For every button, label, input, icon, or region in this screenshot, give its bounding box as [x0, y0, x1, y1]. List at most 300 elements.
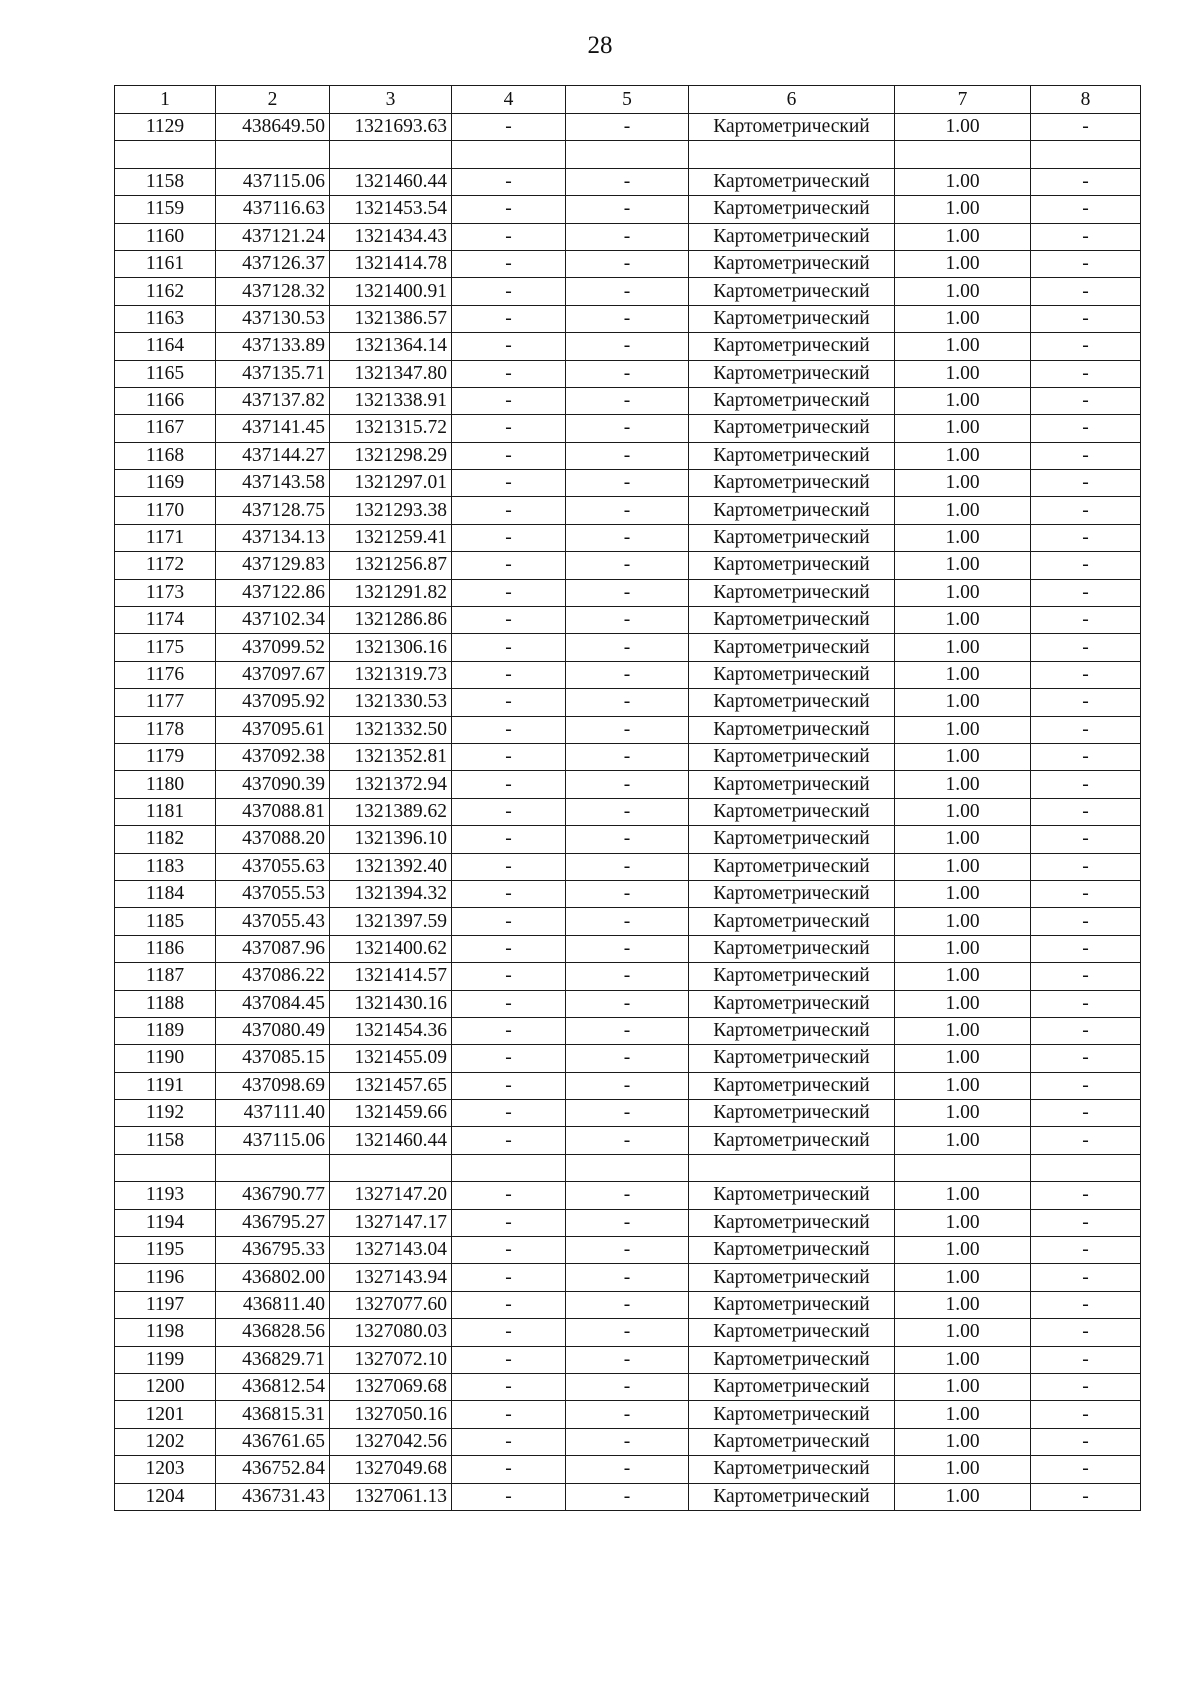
x-coordinate-cell: 437115.06 — [216, 168, 330, 195]
accuracy-cell: 1.00 — [895, 470, 1031, 497]
column-4-cell: - — [452, 908, 566, 935]
column-5-cell — [566, 141, 689, 168]
table-row — [115, 607, 1141, 634]
column-4-cell: - — [452, 305, 566, 332]
column-5-cell: - — [566, 114, 689, 141]
column-8-cell: - — [1031, 716, 1141, 743]
y-coordinate-cell: 1321386.57 — [330, 305, 452, 332]
column-4-cell — [452, 141, 566, 168]
column-4-cell: - — [452, 880, 566, 907]
x-coordinate-cell: 438649.50 — [216, 114, 330, 141]
method-cell: Картометрический — [689, 1428, 895, 1455]
column-5-cell: - — [566, 771, 689, 798]
table-row — [115, 1017, 1141, 1044]
column-8-cell: - — [1031, 1483, 1141, 1510]
column-8-cell: - — [1031, 223, 1141, 250]
point-number-cell: 1174 — [115, 607, 216, 634]
column-8-cell: - — [1031, 1017, 1141, 1044]
column-5-cell: - — [566, 963, 689, 990]
table-row — [115, 250, 1141, 277]
table-row — [115, 579, 1141, 606]
accuracy-cell: 1.00 — [895, 1237, 1031, 1264]
method-cell: Картометрический — [689, 250, 895, 277]
y-coordinate-cell: 1321693.63 — [330, 114, 452, 141]
x-coordinate-cell — [216, 141, 330, 168]
x-coordinate-cell: 437088.81 — [216, 798, 330, 825]
x-coordinate-cell: 436795.33 — [216, 1237, 330, 1264]
table-row — [115, 1237, 1141, 1264]
accuracy-cell: 1.00 — [895, 497, 1031, 524]
y-coordinate-cell: 1321454.36 — [330, 1017, 452, 1044]
point-number-cell: 1175 — [115, 634, 216, 661]
x-coordinate-cell: 437085.15 — [216, 1045, 330, 1072]
column-4-cell: - — [452, 168, 566, 195]
table-row — [115, 470, 1141, 497]
column-4-cell: - — [452, 607, 566, 634]
column-4-cell: - — [452, 743, 566, 770]
accuracy-cell: 1.00 — [895, 552, 1031, 579]
accuracy-cell: 1.00 — [895, 1483, 1031, 1510]
column-5-cell: - — [566, 634, 689, 661]
column-8-cell: - — [1031, 387, 1141, 414]
point-number-cell — [115, 141, 216, 168]
method-cell: Картометрический — [689, 1456, 895, 1483]
column-5-cell: - — [566, 196, 689, 223]
column-4-cell: - — [452, 387, 566, 414]
point-number-cell: 1190 — [115, 1045, 216, 1072]
x-coordinate-cell: 437137.82 — [216, 387, 330, 414]
table-row — [115, 442, 1141, 469]
y-coordinate-cell: 1321460.44 — [330, 168, 452, 195]
accuracy-cell: 1.00 — [895, 990, 1031, 1017]
x-coordinate-cell: 437092.38 — [216, 743, 330, 770]
column-5-cell: - — [566, 250, 689, 277]
table-row — [115, 908, 1141, 935]
method-cell: Картометрический — [689, 387, 895, 414]
y-coordinate-cell: 1327049.68 — [330, 1456, 452, 1483]
column-5-cell: - — [566, 1100, 689, 1127]
column-8-cell: - — [1031, 1319, 1141, 1346]
column-5-cell: - — [566, 1127, 689, 1154]
column-4-cell: - — [452, 497, 566, 524]
coordinates-table — [114, 85, 1141, 1511]
point-number-cell: 1199 — [115, 1346, 216, 1373]
accuracy-cell: 1.00 — [895, 250, 1031, 277]
point-number-cell: 1181 — [115, 798, 216, 825]
column-5-cell: - — [566, 497, 689, 524]
point-number-cell: 1183 — [115, 853, 216, 880]
x-coordinate-cell — [216, 1154, 330, 1181]
column-8-cell: - — [1031, 935, 1141, 962]
point-number-cell: 1184 — [115, 880, 216, 907]
column-header: 7 — [895, 86, 1031, 114]
column-8-cell: - — [1031, 771, 1141, 798]
column-4-cell: - — [452, 1483, 566, 1510]
method-cell: Картометрический — [689, 278, 895, 305]
column-5-cell: - — [566, 278, 689, 305]
y-coordinate-cell: 1321414.57 — [330, 963, 452, 990]
table-row — [115, 771, 1141, 798]
table-row — [115, 689, 1141, 716]
column-4-cell: - — [452, 1264, 566, 1291]
table-row — [115, 497, 1141, 524]
column-4-cell: - — [452, 1456, 566, 1483]
column-8-cell: - — [1031, 278, 1141, 305]
accuracy-cell: 1.00 — [895, 1072, 1031, 1099]
x-coordinate-cell: 437141.45 — [216, 415, 330, 442]
column-5-cell: - — [566, 743, 689, 770]
table-row — [115, 278, 1141, 305]
column-8-cell: - — [1031, 1291, 1141, 1318]
column-4-cell: - — [452, 826, 566, 853]
column-5-cell: - — [566, 333, 689, 360]
accuracy-cell: 1.00 — [895, 1291, 1031, 1318]
y-coordinate-cell — [330, 141, 452, 168]
table-row — [115, 935, 1141, 962]
table-row — [115, 168, 1141, 195]
column-5-cell: - — [566, 524, 689, 551]
accuracy-cell: 1.00 — [895, 880, 1031, 907]
x-coordinate-cell: 437121.24 — [216, 223, 330, 250]
column-5-cell: - — [566, 689, 689, 716]
point-number-cell: 1161 — [115, 250, 216, 277]
column-5-cell: - — [566, 1072, 689, 1099]
x-coordinate-cell: 437129.83 — [216, 552, 330, 579]
column-8-cell: - — [1031, 880, 1141, 907]
x-coordinate-cell: 437144.27 — [216, 442, 330, 469]
column-5-cell: - — [566, 1401, 689, 1428]
method-cell: Картометрический — [689, 798, 895, 825]
column-5-cell: - — [566, 1373, 689, 1400]
table-row — [115, 1319, 1141, 1346]
method-cell: Картометрический — [689, 716, 895, 743]
method-cell: Картометрический — [689, 826, 895, 853]
x-coordinate-cell: 436761.65 — [216, 1428, 330, 1455]
accuracy-cell: 1.00 — [895, 1017, 1031, 1044]
column-8-cell: - — [1031, 250, 1141, 277]
method-cell: Картометрический — [689, 661, 895, 688]
accuracy-cell: 1.00 — [895, 1045, 1031, 1072]
x-coordinate-cell: 437055.63 — [216, 853, 330, 880]
method-cell — [689, 141, 895, 168]
table-row — [115, 1182, 1141, 1209]
table-row — [115, 716, 1141, 743]
y-coordinate-cell: 1321434.43 — [330, 223, 452, 250]
x-coordinate-cell: 437090.39 — [216, 771, 330, 798]
point-number-cell: 1186 — [115, 935, 216, 962]
y-coordinate-cell: 1321293.38 — [330, 497, 452, 524]
x-coordinate-cell: 437088.20 — [216, 826, 330, 853]
point-number-cell: 1170 — [115, 497, 216, 524]
column-8-cell: - — [1031, 497, 1141, 524]
y-coordinate-cell: 1321306.16 — [330, 634, 452, 661]
y-coordinate-cell: 1327072.10 — [330, 1346, 452, 1373]
column-5-cell: - — [566, 1346, 689, 1373]
accuracy-cell: 1.00 — [895, 1346, 1031, 1373]
y-coordinate-cell: 1321352.81 — [330, 743, 452, 770]
column-5-cell: - — [566, 1483, 689, 1510]
point-number-cell: 1194 — [115, 1209, 216, 1236]
point-number-cell: 1202 — [115, 1428, 216, 1455]
column-4-cell: - — [452, 1373, 566, 1400]
method-cell: Картометрический — [689, 524, 895, 551]
accuracy-cell: 1.00 — [895, 716, 1031, 743]
table-separator-row — [115, 1154, 1141, 1181]
table-row — [115, 223, 1141, 250]
y-coordinate-cell: 1321259.41 — [330, 524, 452, 551]
column-4-cell: - — [452, 963, 566, 990]
column-8-cell: - — [1031, 1072, 1141, 1099]
point-number-cell: 1158 — [115, 168, 216, 195]
column-5-cell: - — [566, 442, 689, 469]
column-8-cell: - — [1031, 908, 1141, 935]
column-8-cell — [1031, 141, 1141, 168]
table-row — [115, 1072, 1141, 1099]
column-5-cell: - — [566, 579, 689, 606]
point-number-cell: 1188 — [115, 990, 216, 1017]
accuracy-cell: 1.00 — [895, 415, 1031, 442]
column-8-cell: - — [1031, 607, 1141, 634]
column-4-cell: - — [452, 223, 566, 250]
accuracy-cell: 1.00 — [895, 826, 1031, 853]
column-header: 2 — [216, 86, 330, 114]
column-8-cell: - — [1031, 798, 1141, 825]
method-cell: Картометрический — [689, 442, 895, 469]
x-coordinate-cell: 437080.49 — [216, 1017, 330, 1044]
table-row — [115, 360, 1141, 387]
x-coordinate-cell: 436752.84 — [216, 1456, 330, 1483]
column-8-cell: - — [1031, 1428, 1141, 1455]
column-header: 4 — [452, 86, 566, 114]
method-cell: Картометрический — [689, 1264, 895, 1291]
method-cell: Картометрический — [689, 1291, 895, 1318]
column-8-cell: - — [1031, 552, 1141, 579]
method-cell: Картометрический — [689, 552, 895, 579]
x-coordinate-cell: 437111.40 — [216, 1100, 330, 1127]
column-5-cell: - — [566, 360, 689, 387]
x-coordinate-cell: 437097.67 — [216, 661, 330, 688]
x-coordinate-cell: 437115.06 — [216, 1127, 330, 1154]
table-row — [115, 1373, 1141, 1400]
accuracy-cell: 1.00 — [895, 689, 1031, 716]
page-number: 28 — [587, 32, 613, 59]
accuracy-cell: 1.00 — [895, 1264, 1031, 1291]
accuracy-cell: 1.00 — [895, 278, 1031, 305]
column-5-cell: - — [566, 387, 689, 414]
method-cell: Картометрический — [689, 1209, 895, 1236]
column-8-cell: - — [1031, 196, 1141, 223]
column-5-cell: - — [566, 1428, 689, 1455]
y-coordinate-cell: 1327069.68 — [330, 1373, 452, 1400]
column-4-cell: - — [452, 470, 566, 497]
method-cell: Картометрический — [689, 1100, 895, 1127]
column-5-cell: - — [566, 1319, 689, 1346]
table-header-row — [115, 86, 1141, 114]
column-5-cell: - — [566, 990, 689, 1017]
column-4-cell: - — [452, 524, 566, 551]
table-row — [115, 1291, 1141, 1318]
y-coordinate-cell: 1321400.91 — [330, 278, 452, 305]
column-8-cell: - — [1031, 1237, 1141, 1264]
column-8-cell: - — [1031, 1182, 1141, 1209]
accuracy-cell: 1.00 — [895, 935, 1031, 962]
accuracy-cell: 1.00 — [895, 1401, 1031, 1428]
column-4-cell: - — [452, 689, 566, 716]
column-8-cell: - — [1031, 826, 1141, 853]
column-8-cell: - — [1031, 1127, 1141, 1154]
method-cell: Картометрический — [689, 333, 895, 360]
column-4-cell: - — [452, 990, 566, 1017]
column-5-cell: - — [566, 853, 689, 880]
accuracy-cell: 1.00 — [895, 223, 1031, 250]
accuracy-cell: 1.00 — [895, 333, 1031, 360]
method-cell: Картометрический — [689, 1319, 895, 1346]
method-cell: Картометрический — [689, 853, 895, 880]
accuracy-cell: 1.00 — [895, 1100, 1031, 1127]
y-coordinate-cell: 1327147.20 — [330, 1182, 452, 1209]
method-cell: Картометрический — [689, 223, 895, 250]
column-4-cell: - — [452, 634, 566, 661]
table-row — [115, 826, 1141, 853]
column-4-cell: - — [452, 442, 566, 469]
column-8-cell: - — [1031, 1045, 1141, 1072]
accuracy-cell: 1.00 — [895, 442, 1031, 469]
x-coordinate-cell: 437095.92 — [216, 689, 330, 716]
y-coordinate-cell: 1321319.73 — [330, 661, 452, 688]
table-row — [115, 661, 1141, 688]
column-4-cell: - — [452, 1237, 566, 1264]
y-coordinate-cell: 1321286.86 — [330, 607, 452, 634]
column-5-cell: - — [566, 1456, 689, 1483]
accuracy-cell: 1.00 — [895, 387, 1031, 414]
y-coordinate-cell: 1321460.44 — [330, 1127, 452, 1154]
method-cell: Картометрический — [689, 963, 895, 990]
accuracy-cell: 1.00 — [895, 114, 1031, 141]
column-8-cell: - — [1031, 1401, 1141, 1428]
column-4-cell: - — [452, 1045, 566, 1072]
y-coordinate-cell: 1321256.87 — [330, 552, 452, 579]
method-cell: Картометрический — [689, 114, 895, 141]
table-row — [115, 552, 1141, 579]
y-coordinate-cell: 1327080.03 — [330, 1319, 452, 1346]
column-header: 6 — [689, 86, 895, 114]
point-number-cell: 1164 — [115, 333, 216, 360]
column-4-cell: - — [452, 798, 566, 825]
column-4-cell: - — [452, 579, 566, 606]
accuracy-cell: 1.00 — [895, 1373, 1031, 1400]
method-cell: Картометрический — [689, 360, 895, 387]
method-cell: Картометрический — [689, 1127, 895, 1154]
method-cell: Картометрический — [689, 607, 895, 634]
point-number-cell: 1193 — [115, 1182, 216, 1209]
table-row — [115, 415, 1141, 442]
accuracy-cell: 1.00 — [895, 305, 1031, 332]
method-cell: Картометрический — [689, 935, 895, 962]
method-cell: Картометрический — [689, 1237, 895, 1264]
column-4-cell: - — [452, 1017, 566, 1044]
point-number-cell: 1187 — [115, 963, 216, 990]
accuracy-cell: 1.00 — [895, 168, 1031, 195]
y-coordinate-cell: 1327143.94 — [330, 1264, 452, 1291]
x-coordinate-cell: 437134.13 — [216, 524, 330, 551]
column-4-cell — [452, 1154, 566, 1181]
column-8-cell: - — [1031, 524, 1141, 551]
accuracy-cell: 1.00 — [895, 1209, 1031, 1236]
column-8-cell — [1031, 1154, 1141, 1181]
column-4-cell: - — [452, 1291, 566, 1318]
column-8-cell: - — [1031, 415, 1141, 442]
method-cell: Картометрический — [689, 908, 895, 935]
column-8-cell: - — [1031, 853, 1141, 880]
x-coordinate-cell: 437116.63 — [216, 196, 330, 223]
y-coordinate-cell: 1327061.13 — [330, 1483, 452, 1510]
column-5-cell: - — [566, 223, 689, 250]
accuracy-cell: 1.00 — [895, 908, 1031, 935]
point-number-cell: 1201 — [115, 1401, 216, 1428]
column-4-cell: - — [452, 1182, 566, 1209]
method-cell: Картометрический — [689, 1045, 895, 1072]
point-number-cell: 1195 — [115, 1237, 216, 1264]
y-coordinate-cell: 1321315.72 — [330, 415, 452, 442]
point-number-cell: 1169 — [115, 470, 216, 497]
x-coordinate-cell: 437133.89 — [216, 333, 330, 360]
method-cell: Картометрический — [689, 1346, 895, 1373]
x-coordinate-cell: 437122.86 — [216, 579, 330, 606]
column-8-cell: - — [1031, 661, 1141, 688]
point-number-cell: 1198 — [115, 1319, 216, 1346]
point-number-cell: 1166 — [115, 387, 216, 414]
column-4-cell: - — [452, 1127, 566, 1154]
y-coordinate-cell: 1327042.56 — [330, 1428, 452, 1455]
point-number-cell: 1197 — [115, 1291, 216, 1318]
column-5-cell: - — [566, 1237, 689, 1264]
column-8-cell: - — [1031, 360, 1141, 387]
point-number-cell: 1196 — [115, 1264, 216, 1291]
table-row — [115, 114, 1141, 141]
x-coordinate-cell: 437095.61 — [216, 716, 330, 743]
point-number-cell: 1177 — [115, 689, 216, 716]
table-row — [115, 963, 1141, 990]
column-4-cell: - — [452, 1100, 566, 1127]
x-coordinate-cell: 436802.00 — [216, 1264, 330, 1291]
y-coordinate-cell: 1321347.80 — [330, 360, 452, 387]
x-coordinate-cell: 437128.75 — [216, 497, 330, 524]
column-5-cell: - — [566, 1209, 689, 1236]
y-coordinate-cell: 1321455.09 — [330, 1045, 452, 1072]
point-number-cell: 1165 — [115, 360, 216, 387]
y-coordinate-cell — [330, 1154, 452, 1181]
column-4-cell: - — [452, 552, 566, 579]
x-coordinate-cell: 437098.69 — [216, 1072, 330, 1099]
column-8-cell: - — [1031, 1100, 1141, 1127]
method-cell: Картометрический — [689, 196, 895, 223]
point-number-cell: 1160 — [115, 223, 216, 250]
y-coordinate-cell: 1321332.50 — [330, 716, 452, 743]
column-header: 8 — [1031, 86, 1141, 114]
y-coordinate-cell: 1321397.59 — [330, 908, 452, 935]
table-row — [115, 1100, 1141, 1127]
column-4-cell: - — [452, 1209, 566, 1236]
column-header: 1 — [115, 86, 216, 114]
x-coordinate-cell: 436829.71 — [216, 1346, 330, 1373]
point-number-cell: 1158 — [115, 1127, 216, 1154]
column-4-cell: - — [452, 114, 566, 141]
method-cell: Картометрический — [689, 415, 895, 442]
table-row — [115, 990, 1141, 1017]
column-5-cell: - — [566, 607, 689, 634]
point-number-cell: 1200 — [115, 1373, 216, 1400]
method-cell — [689, 1154, 895, 1181]
